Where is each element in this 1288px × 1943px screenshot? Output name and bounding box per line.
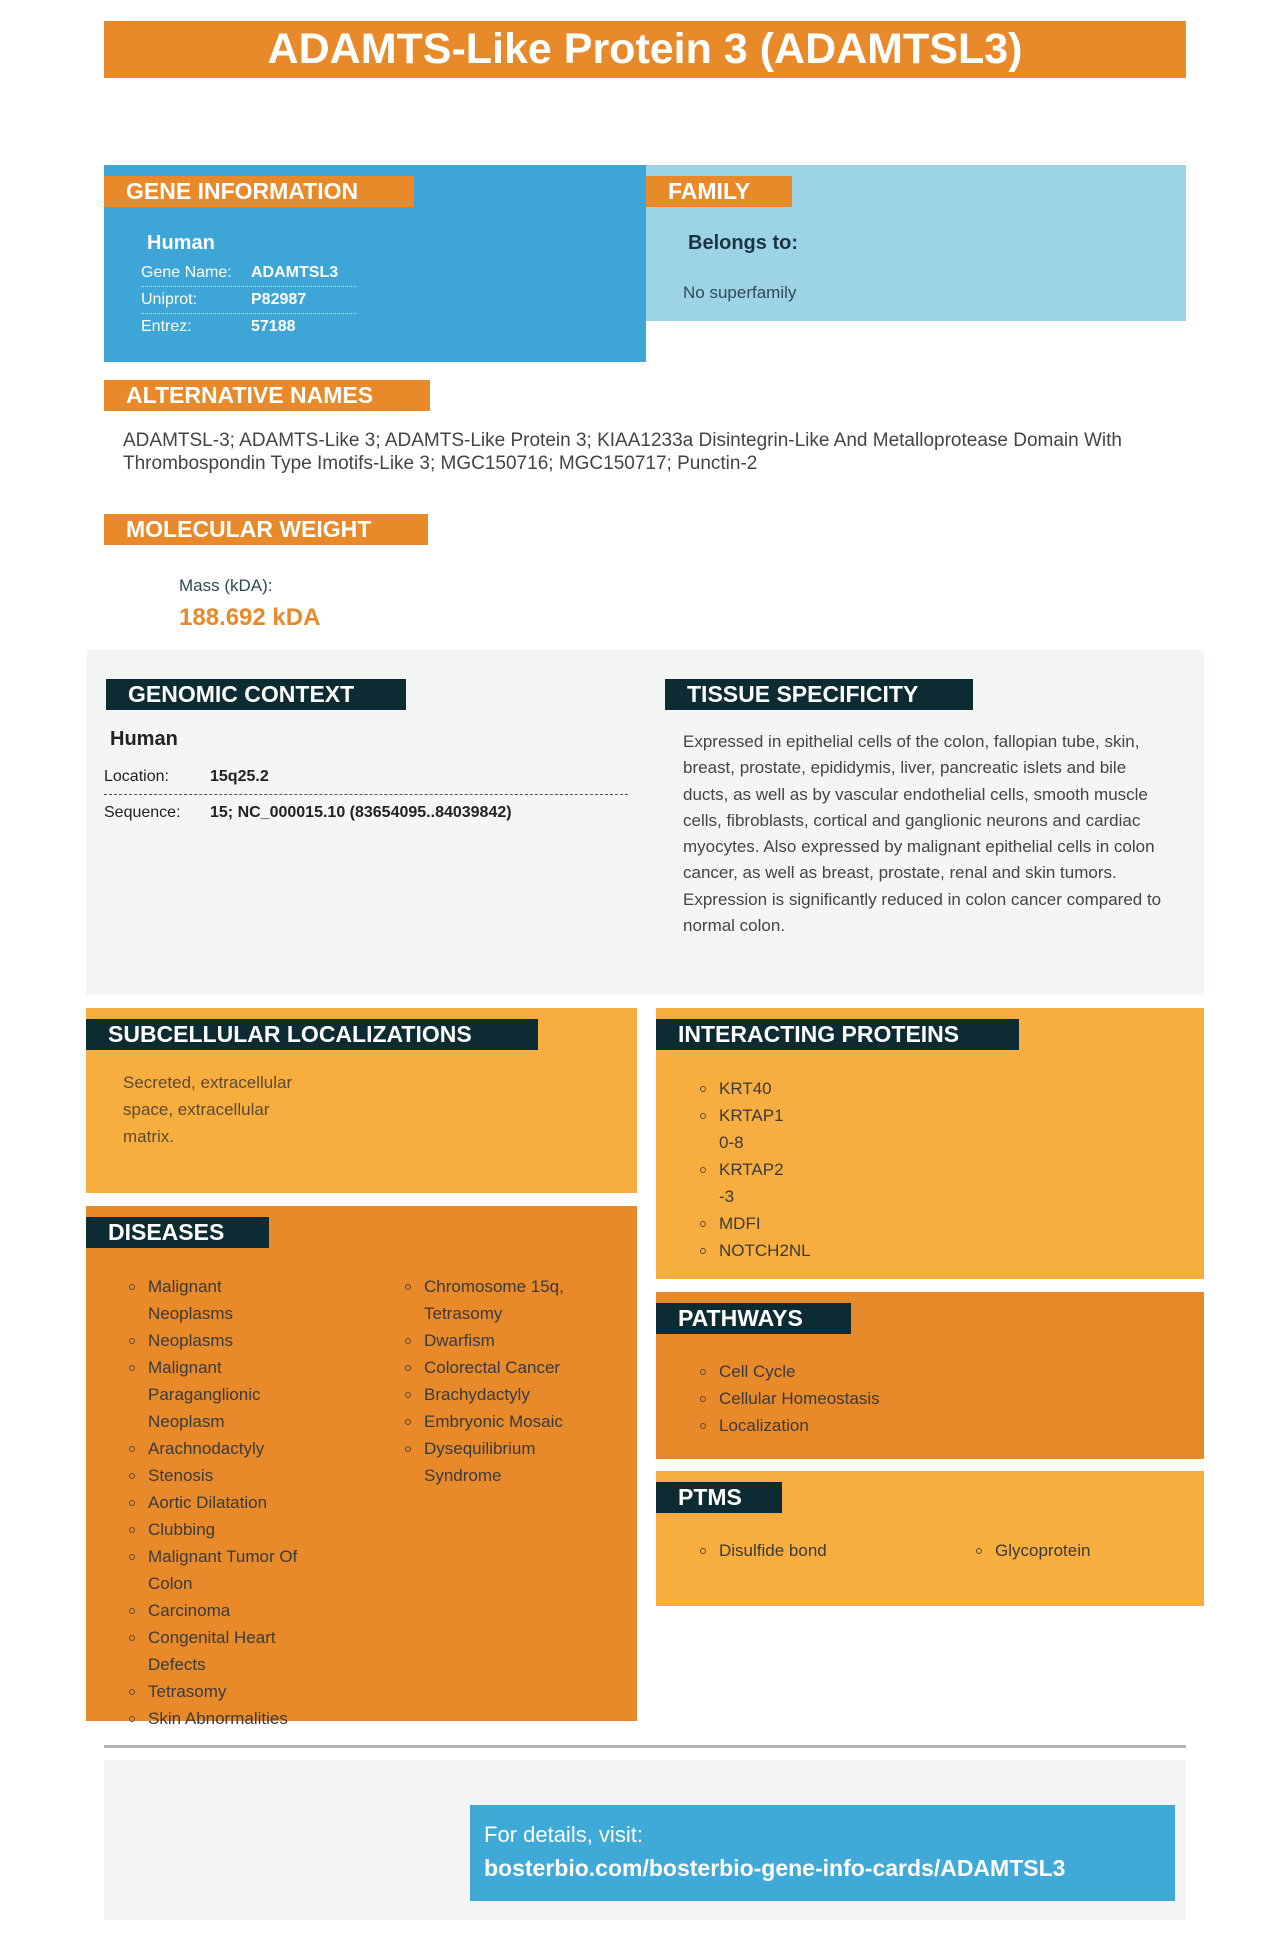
title-banner [104, 21, 1186, 78]
footer-visit-label: For details, visit: [484, 1822, 643, 1847]
footer-divider [104, 1745, 1186, 1748]
diseases-list-col2 [402, 1273, 582, 1489]
entrez-label: Entrez: [141, 318, 192, 335]
pathway-item: Localization [697, 1412, 997, 1439]
gene-info-table [141, 260, 356, 340]
entrez-row [141, 314, 356, 340]
footer-details-box[interactable] [470, 1805, 1175, 1901]
family-belongs-label: Belongs to: [688, 232, 798, 254]
genomic-table [104, 764, 628, 826]
gene-name-label: Gene Name: [141, 264, 232, 281]
uniprot-value: P82987 [251, 291, 307, 308]
ptms-heading: PTMS [656, 1482, 782, 1513]
disease-item: Malignant Paraganglionic Neoplasm [126, 1354, 288, 1435]
disease-item: Chromosome 15q, Tetrasomy [402, 1273, 574, 1327]
mass-label: Mass (kDA): [179, 576, 273, 595]
mass-value: 188.692 kDA [179, 604, 321, 631]
pathways-heading: PATHWAYS [656, 1303, 851, 1334]
subcellular-heading: SUBCELLULAR LOCALIZATIONS [86, 1019, 538, 1050]
interacting-list [697, 1075, 817, 1264]
disease-item: Arachnodactyly [126, 1435, 306, 1462]
alt-names-text: ADAMTSL-3; ADAMTS-Like 3; ADAMTS-Like Protein 3; KIAA1233a Disintegrin-Like And Metalloprotease Domain With Thrombospondin Type Imotifs-Like 3; MGC150716; MGC150717; Punctin-2 [123, 430, 1122, 474]
disease-item: Clubbing [126, 1516, 306, 1543]
interacting-item: KRTAP2-3 [697, 1156, 789, 1210]
interacting-heading: INTERACTING PROTEINS [656, 1019, 1019, 1050]
gene-name-row [141, 260, 356, 287]
sequence-label: Sequence: [104, 804, 181, 821]
tissue-heading: TISSUE SPECIFICITY [665, 679, 973, 710]
disease-item: Congenital Heart Defects [126, 1624, 308, 1678]
interacting-item: KRTAP10-8 [697, 1102, 789, 1156]
disease-item: Malignant Neoplasms [126, 1273, 306, 1327]
location-value: 15q25.2 [210, 768, 269, 785]
gene-info-species: Human [147, 232, 215, 254]
pathways-list [697, 1358, 997, 1439]
ptms-list-col1 [697, 1537, 917, 1564]
page-title: ADAMTS-Like Protein 3 (ADAMTSL3) [267, 25, 1023, 73]
disease-item: Malignant Tumor Of Colon [126, 1543, 308, 1597]
subcellular-text: Secreted, extracellular space, extracellular matrix. [123, 1073, 293, 1146]
disease-item: Embryonic Mosaic [402, 1408, 582, 1435]
gene-name-value: ADAMTSL3 [251, 264, 339, 281]
disease-item: Stenosis [126, 1462, 306, 1489]
disease-item: Colorectal Cancer [402, 1354, 582, 1381]
disease-item: Neoplasms [126, 1327, 306, 1354]
genomic-species: Human [110, 728, 178, 750]
disease-item: Skin Abnormalities [126, 1705, 306, 1732]
family-heading: FAMILY [646, 176, 792, 207]
footer-link[interactable]: bosterbio.com/bosterbio-gene-info-cards/ADAMTSL3 [484, 1855, 1066, 1881]
ptm-item: Disulfide bond [697, 1537, 917, 1564]
ptms-list-col2 [973, 1537, 1173, 1564]
disease-item: Brachydactyly [402, 1381, 582, 1408]
uniprot-label: Uniprot: [141, 291, 198, 308]
location-label: Location: [104, 768, 169, 785]
pathway-item: Cellular Homeostasis [697, 1385, 997, 1412]
alt-names-heading: ALTERNATIVE NAMES [104, 380, 430, 411]
gene-info-heading: GENE INFORMATION [104, 176, 414, 207]
uniprot-row [141, 287, 356, 314]
location-row [104, 764, 628, 795]
pathway-item: Cell Cycle [697, 1358, 997, 1385]
interacting-item: KRT40 [697, 1075, 817, 1102]
family-value: No superfamily [683, 283, 797, 302]
sequence-row [104, 795, 628, 826]
disease-item: Dysequilibrium Syndrome [402, 1435, 574, 1489]
sequence-value: 15; NC_000015.10 (83654095..84039842) [210, 804, 512, 821]
disease-item: Dwarfism [402, 1327, 582, 1354]
tissue-text: Expressed in epithelial cells of the colon, fallopian tube, skin, breast, prostate, epididymis, liver, pancreatic islets and bile ducts, as well as by vascular endothelial cells, smooth muscle cells, fibroblasts, cortical and ganglionic neurons and cardiac myocytes. Also expressed by malignant epithelial cells in colon cancer, as well as breast, prostate, renal and skin tumors. Expression is significantly reduced in colon cancer compared to normal colon. [683, 732, 1162, 936]
interacting-item: MDFI [697, 1210, 817, 1237]
disease-item: Aortic Dilatation [126, 1489, 306, 1516]
diseases-list-col1 [126, 1273, 306, 1732]
disease-item: Tetrasomy [126, 1678, 306, 1705]
ptm-item: Glycoprotein [973, 1537, 1173, 1564]
mol-weight-heading: MOLECULAR WEIGHT [104, 514, 428, 545]
genomic-context-heading: GENOMIC CONTEXT [106, 679, 406, 710]
disease-item: Carcinoma [126, 1597, 306, 1624]
diseases-heading: DISEASES [86, 1217, 269, 1248]
entrez-value: 57188 [251, 318, 296, 335]
interacting-item: NOTCH2NL [697, 1237, 817, 1264]
